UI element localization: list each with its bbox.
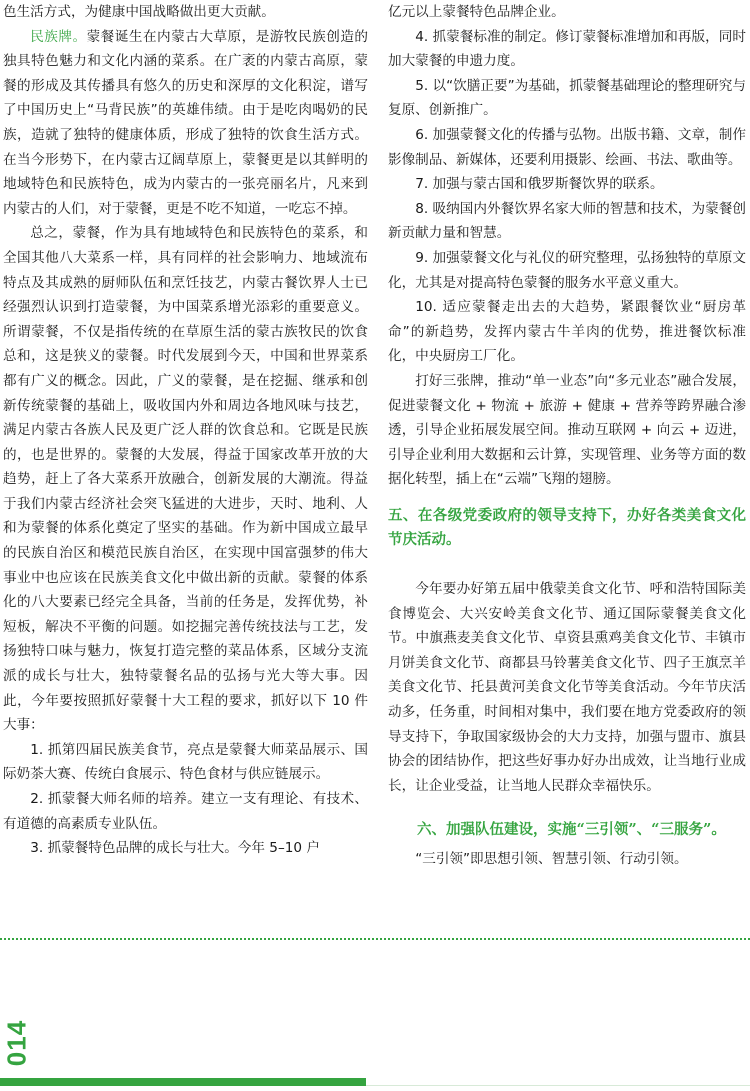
footer-rule [366, 1085, 750, 1086]
ethnic-card-paragraph [3, 25, 368, 222]
list-item-3: 3. 抓蒙餐特色品牌的成长与壮大。今年 5–10 户 [30, 840, 320, 857]
summary-paragraph: 总之，蒙餐，作为具有地域特色和民族特色的菜系，和全国其他八大菜系一样，具有同样的社会影响力、地域流布特点及其成熟的厨师队伍和烹饪技艺，内蒙古餐饮界人士已经强烈认识到打造蒙餐，为中国菜系增光添彩的重要意义。所谓蒙餐，不仅是指传统的在草原生活的蒙古族牧民的饮食总和，这是狭义的蒙餐。时代发展到今天，中国和世界菜系都有广义的概念。因此，广义的蒙餐，是在挖掘、继承和创新传统蒙餐的基础上，吸收国内外和周边各地风味与技艺，满足内蒙古各族人民及更广泛人群的饮食总和。它既是民族的，也是世界的。蒙餐的大发展，得益于国家改革开放的大趋势，赶上了各大菜系开放融合，创新发展的大潮流。得益于我们内蒙古经济社会突飞猛进的大进步，天时、地利、人和为蒙餐的体系化奠定了坚实的基础。作为新中国成立最早的民族自治区和模范民族自治区，在实现中国富强梦的伟大事业中也应该在民族美食文化中做出新的贡献。蒙餐的体系化的八大要素已经完全具备，当前的任务是，发挥优势，补短板，解决不平衡的问题。如挖掘完善传统技法与工艺，发扬独特口味与魅力，恢复打造完整的菜品体系，区域分支流派的成长与壮大，独特蒙餐名品的弘扬与光大等大事。因此，今年要按照抓好蒙餐十大工程的要求，抓好以下 10 件大事： [3, 225, 368, 734]
list-item-7: 7. 加强与蒙古国和俄罗斯餐饮界的联系。 [415, 176, 664, 193]
page-number [1, 1019, 32, 1067]
footer-accent-bar [0, 1078, 366, 1086]
left-top-line: 色生活方式，为健康中国战略做出更大贡献。 [3, 4, 275, 20]
section-heading-6: 六、加强队伍建设，实施“三引领”、“三服务”。 [417, 821, 726, 839]
three-cards-paragraph: 打好三张牌，推动“单一业态”向“多元业态”融合发展，促进蒙餐文化 + 物流 + 旅游 + 健康 + 营养等跨界融合渗透，引导企业拓展发展空间。推动互联网 + 向云 + 迈进，引导企业利用大数据和云计算，实现管理、业务等方面的数据化转型，插上在“云端”飞翔的翅膀。 [388, 372, 746, 488]
list-item-5: 5. 以“饮膳正要”为基础，抓蒙餐基础理论的整理研究与复原、创新推广。 [388, 77, 746, 119]
list-item-8: 8. 吸纳国内外餐饮界名家大师的智慧和技术，为蒙餐创新贡献力量和智慧。 [388, 200, 746, 242]
list-item-9: 9. 加强蒙餐文化与礼仪的研究整理，弘扬独特的草原文化，尤其是对提高特色蒙餐的服务水平意义重大。 [388, 249, 746, 291]
ethnic-card-lead: 民族牌。 [30, 28, 87, 45]
dotted-divider [0, 938, 750, 940]
list-item-1: 1. 抓第四届民族美食节，亮点是蒙餐大师菜品展示、国际奶茶大赛、传统白食展示、特色食材与供应链展示。 [3, 741, 368, 783]
list-item-4: 4. 抓蒙餐标准的制定。修订蒙餐标准增加和再版，同时加大蒙餐的申遗力度。 [388, 28, 746, 70]
list-item-6: 6. 加强蒙餐文化的传播与弘物。出版书籍、文章，制作影像制品、新媒体，还要利用摄影、绘画、书法、歌曲等。 [388, 126, 746, 168]
section-heading-5: 五、在各级党委政府的领导支持下，办好各类美食文化节庆活动。 [388, 506, 746, 549]
right-column [388, 0, 746, 872]
ethnic-card-body: 蒙餐诞生在内蒙古大草原，是游牧民族创造的独具特色魅力和文化内涵的菜系。在广袤的内蒙古高原，蒙餐的形成及其传播具有悠久的历史和深厚的文化积淀，谱写了中国历史上“马背民族”的英雄伟绩。由于是吃肉喝奶的民族，造就了独特的健康体质，形成了独特的饮食生活方式。在当今形势下，在内蒙古辽阔草原上，蒙餐更是以其鲜明的地域特色和民族特色，成为内蒙古的一张亮丽名片，凡来到内蒙古的人们，对于蒙餐，更是不吃不知道，一吃忘不掉。 [3, 28, 369, 217]
right-top-line: 亿元以上蒙餐特色品牌企业。 [388, 4, 565, 20]
list-item-2: 2. 抓蒙餐大师名师的培养。建立一支有理论、有技术、有道德的高素质专业队伍。 [3, 791, 368, 832]
festivals-paragraph: 今年要办好第五届中俄蒙美食文化节、呼和浩特国际美食博览会、大兴安岭美食文化节、通辽国际蒙餐美食文化节。中旗燕麦美食文化节、卓资县熏鸡美食文化节、丰镇市月饼美食文化节、商都县马铃薯美食文化节、四子王旗烹羊美食文化节、托县黄河美食文化节等美食活动。今年节庆活动多，任务重，时间相对集中，我们要在地方党委政府的领导支持下，争取国家级协会的大力支持，加强与盟市、旗县协会的团结协作，把这些好事办好办出成效，让当地行业成长，让企业受益，让当地人民群众幸福快乐。 [388, 581, 746, 794]
page-number-text: 014 [1, 1019, 32, 1067]
left-column [3, 0, 368, 861]
three-leads-paragraph: “三引领”即思想引领、智慧引领、行动引领。 [415, 851, 688, 867]
list-item-10: 10. 适应蒙餐走出去的大趋势，紧跟餐饮业“厨房革命”的新趋势，发挥内蒙古牛羊肉的优势，推进餐饮标准化，中央厨房工厂化。 [388, 299, 746, 365]
